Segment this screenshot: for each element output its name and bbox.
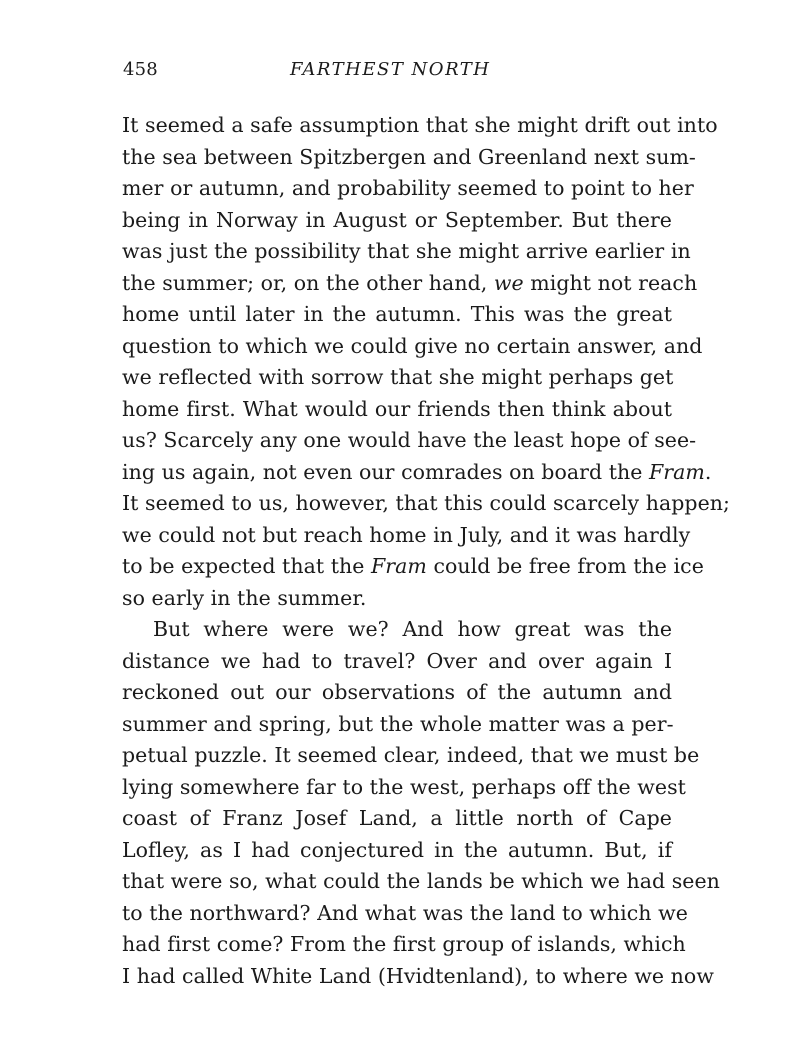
text-line: was just the possibility that she might arrive earlier in [122,239,691,263]
running-title: FARTHEST NORTH [290,59,491,80]
text-line: reckoned out our observations of the autumn and [122,680,672,704]
text-line: that were so, what could the lands be which we had seen [122,869,720,893]
text-line: we could not but reach home in July, and it was hardly [122,522,691,547]
text-line: question to which we could give no certain answer, and [122,333,703,358]
text-line: to be expected that the Fram could be free from the ice [122,554,704,578]
text-line: mer or autumn, and probability seemed to point to her [122,176,694,200]
text-line: It seemed to us, however, that this could scarcely happen; [122,491,730,515]
text-line: ing us again, not even our comrades on board the Fram. [122,459,712,484]
text-line-paragraph-end: so early in the summer. [122,585,367,610]
page-number: 458 [123,59,158,80]
text-line: Lofley, as I had conjectured in the autumn. But, if [122,837,672,862]
text-line-paragraph-start: But where were we? And how great was the [153,617,672,641]
text-line: distance we had to travel? Over and over again I [122,648,672,673]
text-line: we reflected with sorrow that she might perhaps get [122,365,674,389]
text-line: being in Norway in August or September. But there [122,207,672,232]
text-line: to the northward? And what was the land to which we [122,900,688,925]
text-line: had first come? From the first group of islands, which [122,932,686,956]
text-line: the summer; or, on the other hand, we might not reach [122,270,698,295]
text-line: petual puzzle. It seemed clear, indeed, that we must be [122,743,700,767]
text-line: lying somewhere far to the west, perhaps off the west [122,774,686,799]
text-line: summer and spring, but the whole matter was a per- [122,711,674,736]
text-line: home first. What would our friends then think about [122,396,672,421]
text-line: coast of Franz Josef Land, a little north of Cape [122,806,672,830]
text-line: us? Scarcely any one would have the least hope of see- [122,428,697,452]
text-line: It seemed a safe assumption that she might drift out into [122,113,718,137]
text-line: I had called White Land (Hvidtenland), to where we now [122,963,714,988]
text-line: the sea between Spitzbergen and Greenland next sum- [122,144,696,169]
page-text [122,110,730,992]
text-line: home until later in the autumn. This was the great [122,302,672,326]
